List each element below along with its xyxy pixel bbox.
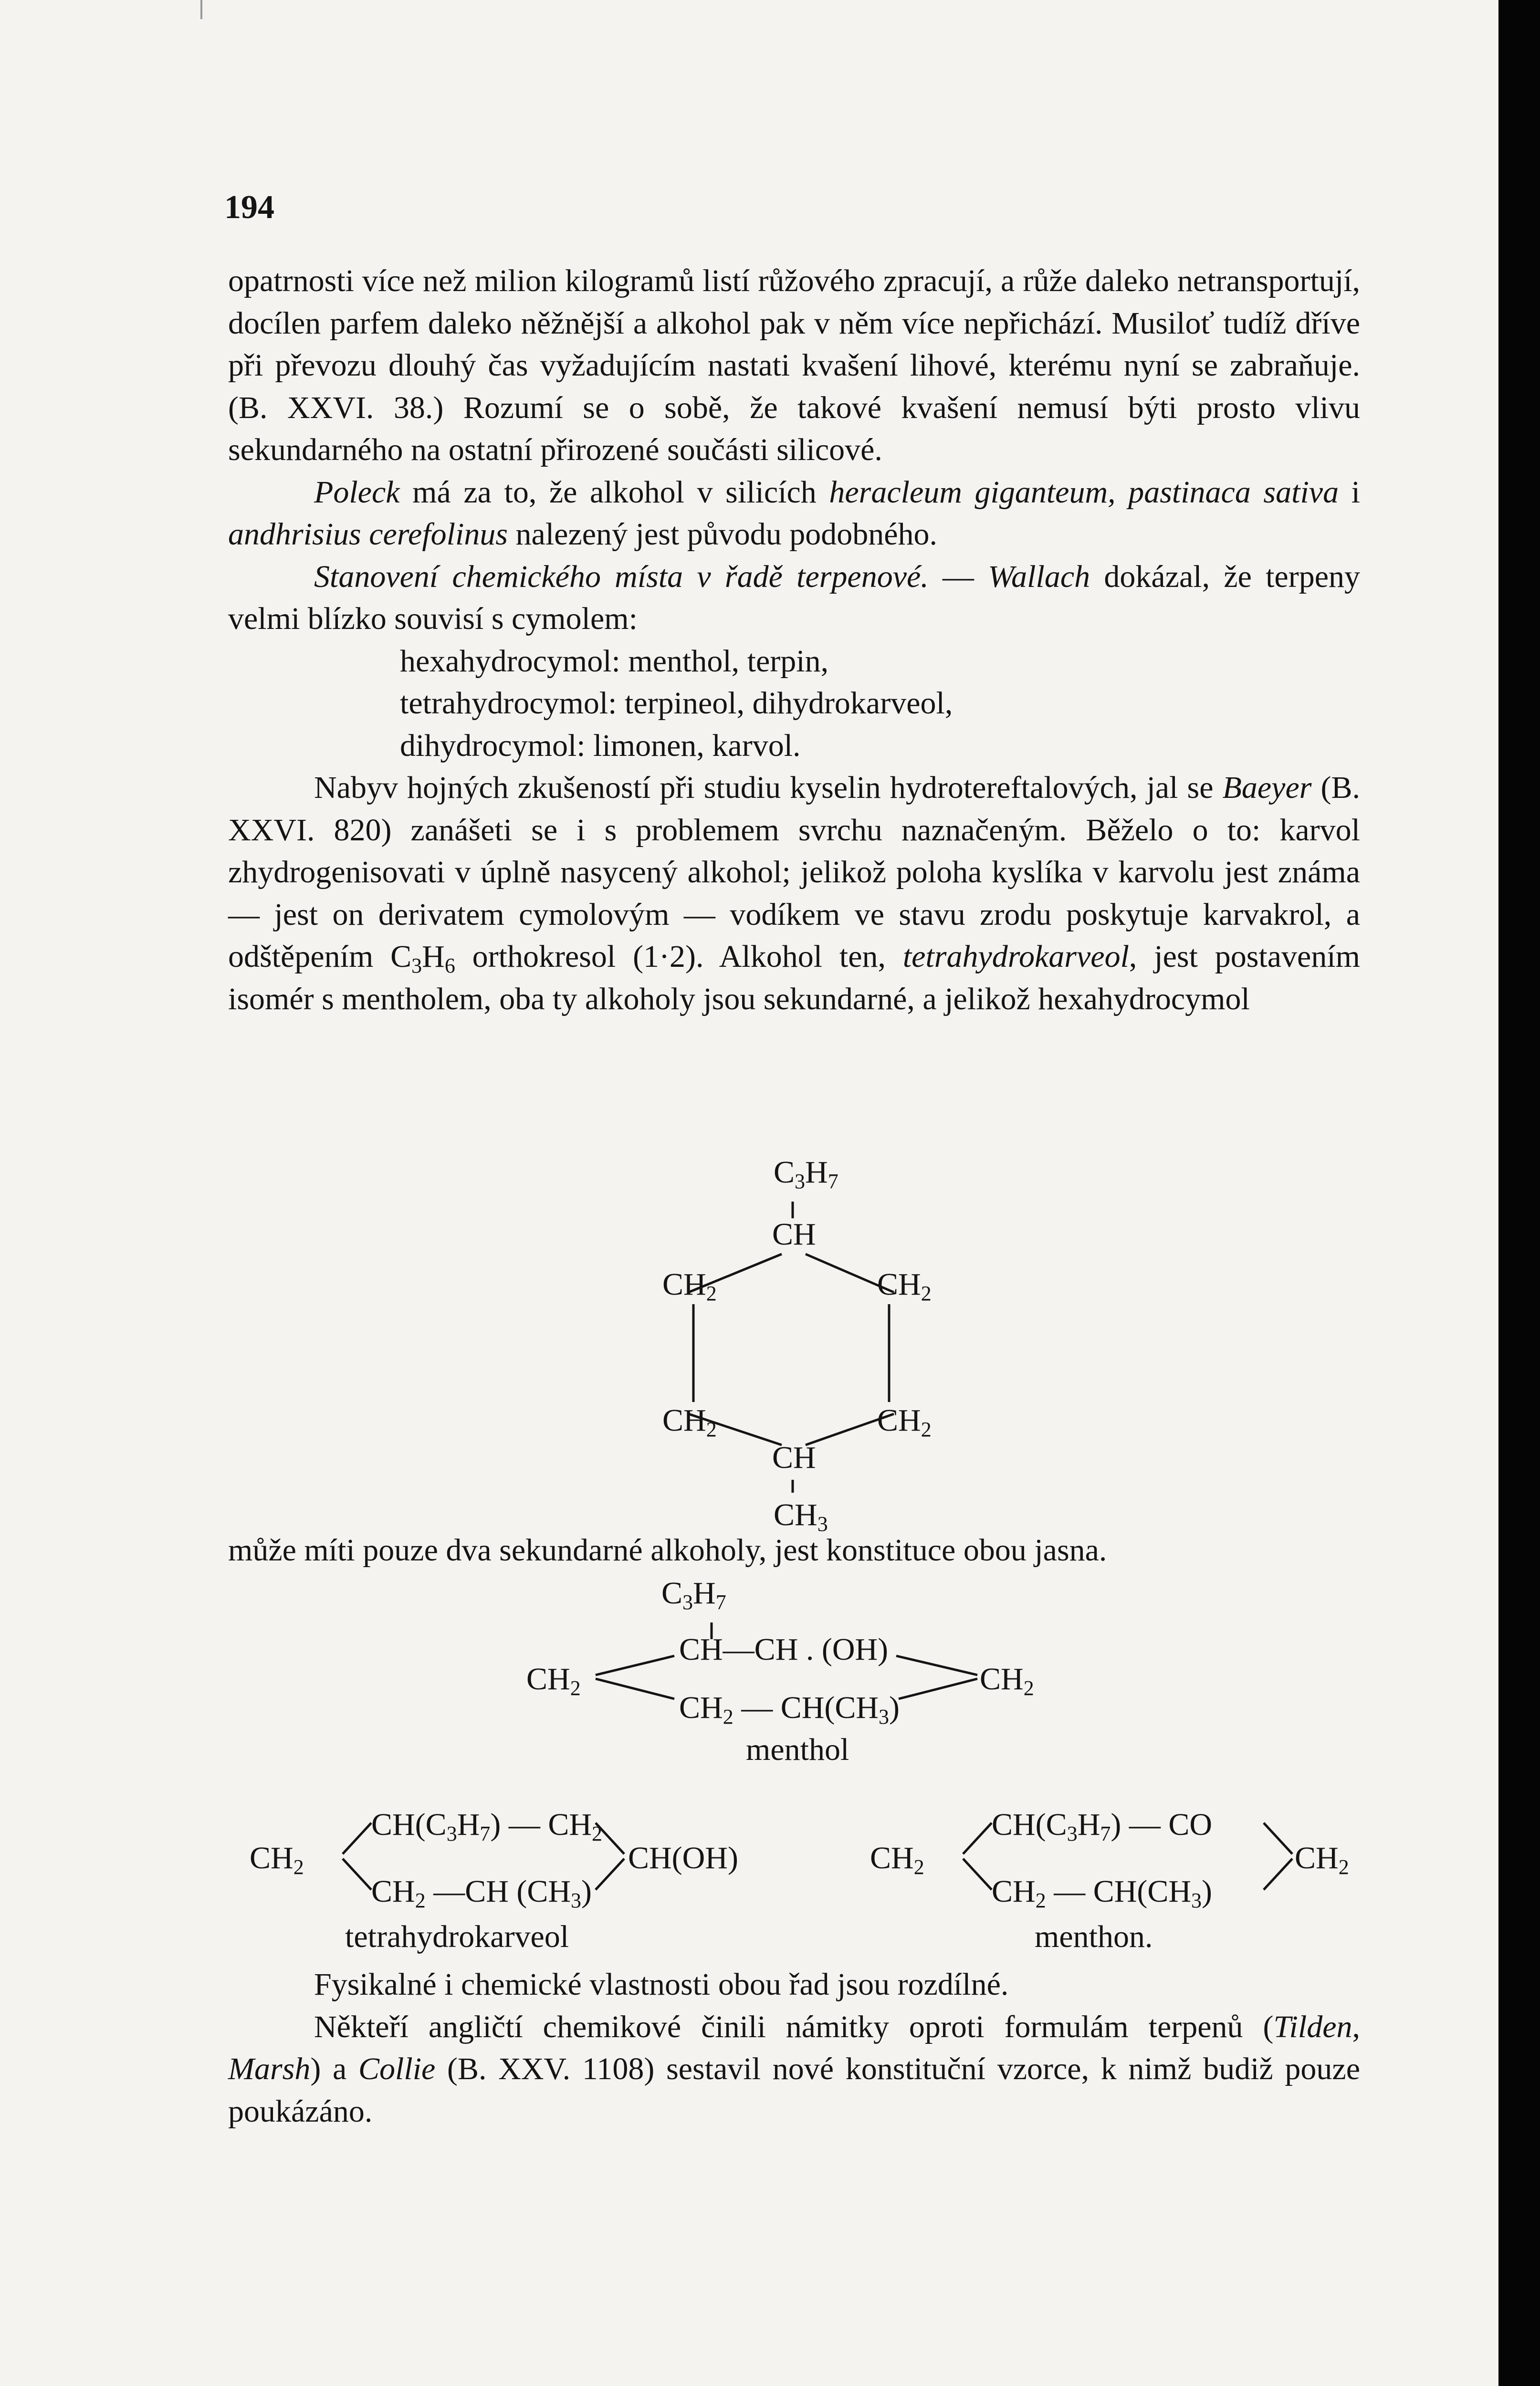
page-number: 194: [224, 189, 274, 226]
paragraph-2-text-c: nalezený jest původu podobného.: [508, 517, 938, 552]
formula-label: CH: [772, 1440, 816, 1475]
bond-line: [343, 1823, 371, 1854]
subscript: 6: [444, 954, 455, 977]
author-wallach: Wallach: [988, 559, 1090, 594]
formula-label: $CH_2$: [870, 1841, 924, 1879]
paragraph-4-text-c: H: [422, 939, 445, 974]
paragraph-4-text-d: orthokresol (1·2). Alkohol ten,: [455, 939, 903, 974]
formula-label: $CH_2$: [250, 1841, 304, 1879]
paragraph-4-text-e: , jest postavením isomér s mentholem, oba ty alkoholy jsou sekundarné, a jelikož hexahydrocymol: [228, 939, 1361, 1016]
formula-label: $C_3H_7$: [774, 1155, 838, 1193]
bond-line: [1264, 1823, 1292, 1854]
bond-line: [596, 1656, 674, 1675]
formula-name: menthon.: [1035, 1919, 1153, 1954]
formula-label: $CH_2$: [980, 1662, 1034, 1700]
paragraph-6: Fysikalné i chemické vlastnosti obou řad jsou rozdílné.: [314, 1967, 1009, 2002]
author-baeyer: Baeyer: [1222, 770, 1312, 805]
formula-label: CH: [772, 1217, 816, 1252]
formula-label: $CH_2$ — $CH(CH_3)$: [679, 1690, 900, 1728]
list-item: dihydrocymol: limonen, karvol.: [400, 728, 801, 763]
paragraph-7-text-c: ) a: [310, 2051, 358, 2086]
bond-line: [343, 1859, 371, 1890]
section-title: Stanovení chemického místa v řadě terpenové.: [314, 559, 929, 594]
paragraph-2-text-b: i: [1339, 474, 1360, 510]
paragraph-1: opatrnosti více než milion kilogramů listí růžového zpracují, a růže daleko netransportují, docílen parfem daleko něžnější a alkohol pak v něm více nepřichází. Musiloť tudíž dříve při převozu dlouhý čas vyžadujícím nastati kvašení lihové, kterému nyní se zabraňuje. (B. XXVI. 38.) Rozumí se o sobě, že takové kvašení nemusí býti prosto vlivu sekundarného na ostatní přirozené součásti silicové.: [228, 263, 1360, 467]
term-tetrahydrokarveol: tetrahydrokarveol: [902, 939, 1129, 974]
paragraph-4-text-a: Nabyv hojných zkušeností při studiu kyselin hydrotereftalových, jal se: [314, 770, 1223, 805]
list-item: hexahydrocymol: menthol, terpin,: [400, 643, 829, 679]
author-collie: Collie: [358, 2051, 436, 2086]
formula-label: $C_3H_7$: [661, 1576, 726, 1614]
formula-label: $CH_3$: [774, 1497, 828, 1536]
scan-edge: [1498, 0, 1540, 2386]
subscript: 3: [411, 954, 422, 977]
bond-line: [896, 1656, 977, 1675]
body-text: [228, 260, 1361, 2129]
formula-label: $CH_2$: [526, 1662, 581, 1700]
karveol-menthon-formulas: [228, 1792, 1360, 1992]
list-item: tetrahydrocymol: terpineol, dihydrokarveol,: [400, 686, 953, 721]
paragraph-7-text-a: Někteří angličtí chemikové činili námitky oproti formulám terpenů (: [314, 2009, 1274, 2044]
formula-label: CH(OH): [628, 1841, 738, 1875]
species-name-2: andhrisius cerefolinus: [228, 517, 508, 552]
formula-label: $CH_2$: [1295, 1841, 1349, 1879]
paragraph-5: může míti pouze dva sekundarné alkoholy, jest konstituce obou jasna.: [228, 1533, 1107, 1568]
paragraph-4-text-b: (B. XXVI. 820) zanášeti se i s problemem svrchu naznačeným. Běželo o to: karvol zhydrogenisovati v úplně nasycený alkohol; jelikož poloha kyslíka v karvolu jest známa — jest on derivatem cymolovým — vodíkem ve stavu zrodu poskytuje karvakrol, a odštěpením C: [228, 770, 1361, 974]
paragraph-7-text-d: (B. XXV. 1108) sestavil nové konstituční vzorce, k nimž budiž pouze poukázáno.: [228, 2051, 1360, 2129]
bond-line: [963, 1823, 992, 1854]
closing-paragraphs: [228, 1964, 1360, 2133]
scan-mark: [200, 0, 245, 19]
formula-label: $CH_2$ —CH $(CH_3)$: [371, 1874, 592, 1912]
bond-line: [1264, 1859, 1292, 1890]
formula-label: $CH_2$: [662, 1403, 717, 1441]
species-names: heracleum giganteum, pastinaca sativa: [829, 474, 1339, 510]
bond-line: [596, 1859, 624, 1890]
paragraph-7-text-b: ,: [1352, 2009, 1360, 2044]
paragraph-2: [228, 471, 1360, 556]
author-poleck: Poleck: [314, 474, 400, 510]
formula-label: $CH_2$: [877, 1403, 932, 1441]
formula-name: menthol: [746, 1732, 849, 1767]
hexahydrocymol-formula: [228, 1156, 1360, 1586]
formula-label: CH—CH . (OH): [679, 1632, 889, 1667]
author-marsh: Marsh: [228, 2051, 311, 2086]
formula-label: $CH(C_3H_7)$ — CO: [992, 1807, 1213, 1845]
paragraph-3: [228, 556, 1360, 640]
bond-line: [596, 1679, 674, 1699]
cymol-list: [228, 640, 1360, 767]
paragraph-3-text: dokázal, že terpeny velmi blízko souvisí s cymolem:: [228, 559, 1360, 636]
formula-label: $CH_2$: [662, 1267, 717, 1305]
formula-label: $CH_2$ — $CH(CH_3)$: [992, 1874, 1213, 1912]
paragraph-4: [228, 767, 1360, 1020]
paragraph-7: [228, 2006, 1360, 2133]
formula-label: $CH(C_3H_7)$ — $CH_2$: [371, 1807, 603, 1845]
paragraph-3-dash: —: [928, 559, 988, 594]
bond-line: [963, 1859, 992, 1890]
author-tilden: Tilden: [1273, 2009, 1352, 2044]
formula-name: tetrahydrokarveol: [345, 1919, 569, 1954]
formula-label: $CH_2$: [877, 1267, 932, 1305]
paragraph-2-text-a: má za to, že alkohol v silicích: [399, 474, 829, 510]
bond-line: [899, 1679, 977, 1699]
